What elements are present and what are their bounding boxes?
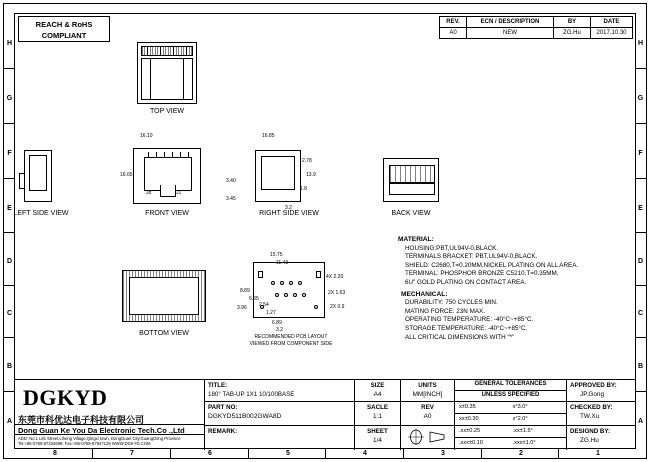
mechanical-line-1: DURABILITY: 750 CYCLES MIN. (405, 299, 498, 307)
frame-col-1: 1 (596, 450, 600, 457)
approved-field (567, 380, 635, 402)
frame-row-H-right: H (637, 40, 644, 47)
units-field-value: MM[INCH] (412, 391, 443, 398)
tolerance-angular-1: x°3.0° (512, 404, 528, 410)
material-line-3: SHIELD: C2680,T=0.20MM,NICKEL PLATING ON ALL AREA. (405, 261, 579, 269)
dim-pcb-h3: 3.96 (237, 305, 247, 311)
bottom-view-drawing (122, 270, 206, 322)
approved-field-value: JP.Gong (580, 391, 605, 398)
mechanical-heading: MECHANICAL: (401, 290, 448, 298)
units-field-key: UNITS (418, 382, 437, 389)
mechanical-line-4: STORAGE TEMPERATURE: -40°C~+85°C. (405, 324, 528, 332)
frame-row-C-right: C (637, 310, 644, 317)
material-line-5: 6U" GOLD PLATING ON CONTACT AREA. (405, 278, 527, 286)
pcb-layout-drawing (253, 262, 325, 318)
bottom-view-label: BOTTOM VIEW (139, 330, 189, 337)
front-view-label: FRONT VIEW (145, 210, 189, 217)
material-heading: MATERIAL: (398, 236, 434, 243)
frame-row-E-right: E (638, 205, 643, 212)
label-j8: J8 (146, 190, 152, 196)
title-field-value: 180° TAB-UP 1X1 10/100BASE (208, 391, 295, 398)
tolerance-linear-1: x±0.35 (459, 404, 476, 410)
dim-pcb-h2: 6.35 (249, 296, 259, 302)
dim-pcb-w2: 11.43 (276, 260, 289, 266)
tolerance-linear-2: xx±0.30 (459, 416, 479, 422)
dim-3-2: 3.2 (285, 205, 292, 211)
size-field-key: SIZE (370, 382, 385, 389)
rev-header-date: DATE (591, 17, 633, 28)
units-field (401, 380, 455, 402)
left-side-view-drawing (24, 150, 52, 202)
dim-1-8: 1.8 (300, 186, 307, 192)
frame-row-A: A (6, 418, 13, 425)
tolerance-angular-2: x°2.0° (512, 416, 528, 422)
partno-field (205, 402, 355, 426)
frame-col-3: 3 (441, 450, 445, 457)
back-view-contact-grid (389, 165, 435, 183)
title-block-grid (205, 380, 635, 450)
rev-cell-desc: NEW (467, 28, 554, 39)
tolerance-row-3 (455, 426, 567, 438)
rev-header-by: BY (554, 17, 591, 28)
frame-col-8: 8 (53, 450, 57, 457)
frame-row-D-right: D (637, 258, 644, 265)
company-block (15, 380, 205, 450)
designd-field (567, 426, 635, 450)
frame-row-A-right: A (637, 418, 644, 425)
pcb-layout-label-1: RECOMMENDED PCB LAYOUT (254, 334, 328, 340)
label-j1: J1 (176, 190, 182, 196)
frame-row-H: H (6, 40, 13, 47)
top-view-drawing (137, 42, 197, 104)
dim-right-height: 13.9 (306, 172, 316, 178)
material-line-1: HOUSING:PBT,UL94V-0,BLACK. (405, 244, 499, 252)
back-view-label: BACK VIEW (391, 210, 431, 217)
remark-field (205, 426, 355, 450)
top-view-shield-hatch (141, 46, 193, 56)
partno-field-value: DGKYD511B002GWA8D (208, 413, 282, 420)
rev-cell-by: ZG.Hu (554, 28, 591, 39)
designd-field-key: DESIGND BY: (570, 428, 611, 435)
size-field-value: A4 (373, 391, 382, 398)
frame-row-B: B (6, 363, 13, 370)
frame-row-G-right: G (637, 95, 644, 102)
back-view-lower-body (389, 183, 435, 195)
title-field (205, 380, 355, 402)
mechanical-line-2: MATING FORCE: 23N MAX. (405, 307, 486, 315)
dim-hole-c: 2X 0.9 (330, 304, 345, 310)
revision-table (439, 16, 633, 39)
front-view-drawing (133, 148, 201, 204)
frame-row-D: D (6, 258, 13, 265)
scale-field (355, 402, 401, 426)
tolerance-header-left: GENERAL TOLERANCES (455, 380, 567, 391)
dim-pcb-d2: 1.27 (266, 310, 276, 316)
company-contact-line: Tel:+86-0769-87334698; Fax:+86-0769-87947129 WWW.DGKYD.COM (18, 441, 151, 446)
top-view-label: TOP VIEW (150, 108, 184, 115)
mechanical-line-5: ALL CRITICAL DIMENSIONS WITH "*" (405, 333, 515, 341)
brand-logo: DGKYD (23, 385, 108, 410)
company-name-cn: 东莞市科优达电子科技有限公司 (18, 415, 145, 425)
designd-field-value: ZG.Hu (580, 437, 599, 444)
frame-col-2: 2 (519, 450, 523, 457)
rev-field (401, 402, 455, 426)
frame-col-4: 4 (363, 450, 367, 457)
company-address-line-1: ADD: No.1 Life Street,Liheng Village,Qingxi town, DongGuan City,GuangDong Province (18, 436, 181, 441)
dim-hole-b: 2X 1.63 (328, 290, 346, 296)
scale-field-value: 1:1 (373, 413, 382, 420)
material-line-2: TERMINALS BRACKET: PBT,UL94V-0,BLACK. (405, 253, 538, 261)
title-field-key: TITLE: (208, 382, 228, 389)
left-side-view-label: LEFT SIDE VIEW (13, 210, 69, 217)
frame-row-F-right: F (638, 150, 643, 157)
checked-field-key: CHECKED BY: (570, 404, 613, 411)
tolerance-header-right: UNLESS SPECIFIED (455, 391, 567, 402)
checked-field (567, 402, 635, 426)
back-view-drawing (383, 158, 439, 202)
tolerance-angular-4: .xxx±1.0° (512, 440, 536, 446)
title-block (15, 379, 635, 449)
remark-field-key: REMARK: (208, 428, 238, 435)
compliance-badge (18, 16, 110, 42)
frame-row-C: C (6, 310, 13, 317)
dim-pcb-d3: 6.89 (272, 320, 282, 326)
tolerance-linear-4: .xxx±0.10 (459, 440, 483, 446)
checked-field-value: TW.Xu (580, 413, 600, 420)
top-view-body (141, 58, 193, 100)
rev-field-key: REV (421, 404, 434, 411)
rev-field-value: A0 (423, 413, 432, 420)
scale-field-key: SACLE (367, 404, 388, 411)
tolerance-row-4 (455, 438, 567, 450)
tolerance-row-2 (455, 414, 567, 426)
right-side-view-label: RIGHT SIDE VIEW (259, 210, 319, 217)
dim-front-width: 16.10 (140, 133, 153, 139)
dim-front-height: 16.65 (120, 172, 133, 178)
rev-cell-date: 2017.10.30 (591, 28, 633, 39)
frame-row-E: E (7, 205, 12, 212)
table-row (440, 28, 633, 39)
rev-cell-rev: A0 (440, 28, 467, 39)
frame-row-G: G (6, 95, 13, 102)
partno-field-key: PART NO: (208, 404, 238, 411)
pcb-layout-label-2: VIEWED FROM COMPONENT SIDE (249, 341, 333, 347)
dim-3-45: 3.45 (226, 196, 236, 202)
dim-hole-a: 4X 2.20 (326, 274, 344, 280)
bottom-view-inner (129, 277, 199, 315)
tolerance-linear-3: .xx±0.25 (459, 428, 481, 434)
tolerance-angular-3: .xx±1.5° (512, 428, 533, 434)
frame-row-F: F (7, 150, 12, 157)
frame-col-7: 7 (130, 450, 134, 457)
approved-field-key: APPROVED BY: (570, 382, 617, 389)
first-angle-projection-icon (404, 428, 454, 446)
dim-right-width: 16.85 (262, 133, 275, 139)
front-view-latch-keyway (160, 185, 176, 197)
company-name-en: Dong Guan Ke You Da Electronic Tech.Co .,Ltd (18, 426, 185, 435)
right-side-view-drawing (255, 150, 301, 202)
rev-header-rev: REV. (440, 17, 467, 28)
dim-pcb-w1: 15.75 (270, 252, 283, 258)
projection-symbol-field (401, 426, 455, 450)
sheet-field-key: SHEET (367, 428, 388, 435)
specifications-block (398, 236, 638, 342)
rev-header-desc: ECN / DESCRIPTION (467, 17, 554, 28)
mechanical-line-3: OPERATING TEMPERATURE: -40°C~+85°C. (405, 316, 534, 324)
frame-row-B-right: B (637, 363, 644, 370)
size-field (355, 380, 401, 402)
frame-col-5: 5 (286, 450, 290, 457)
dim-pcb-h1: 8.89 (240, 288, 250, 294)
dim-pcb-d1: 2.54 (259, 302, 269, 308)
tolerance-row-1 (455, 402, 567, 414)
dim-2-78: 2.78 (302, 158, 312, 164)
material-line-4: TERMINAL: PHOSPHOR BRONZE C5210,T=0.35MM, (405, 270, 559, 278)
dim-pcb-d4: 3.2 (276, 327, 283, 333)
sheet-field (355, 426, 401, 450)
compliance-line-2: COMPLIANT (41, 31, 87, 40)
compliance-line-1: REACH & RoHS (35, 20, 93, 29)
dim-3-40: 3.40 (226, 178, 236, 184)
sheet-field-value: 1/4 (373, 437, 382, 444)
frame-col-6: 6 (208, 450, 212, 457)
